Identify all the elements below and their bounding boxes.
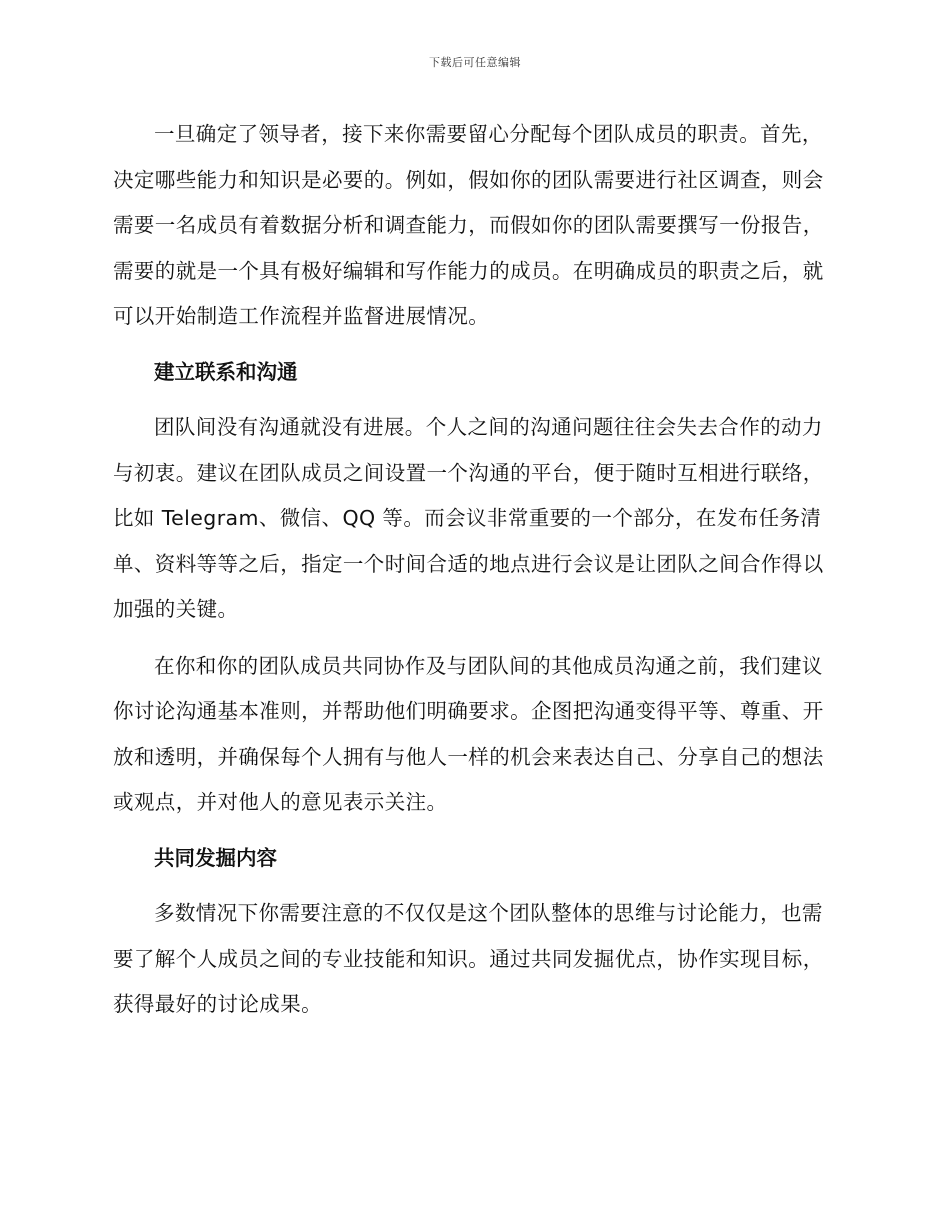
spacer: [113, 340, 833, 350]
paragraph-discovery: 多数情况下你需要注意的不仅仅是这个团队整体的思维与讨论能力，也需要了解个人成员之间的专业技能和知识。通过共同发掘优点，协作实现目标，获得最好的讨论成果。: [113, 901, 824, 1016]
spacer: [113, 633, 833, 644]
paragraph-ground-rules: 在你和你的团队成员共同协作及与团队间的其他成员沟通之前，我们建议你讨论沟通基本准则，并帮助他们明确要求。企图把沟通变得平等、尊重、开放和透明，并确保每个人拥有与他人一样的机会来表达自己、分享自己的想法或观点，并对他人的意见表示关注。: [113, 653, 824, 814]
spacer: [113, 881, 833, 891]
paragraph-responsibilities: 一旦确定了领导者，接下来你需要留心分配每个团队成员的职责。首先，决定哪些能力和知识是必要的。例如，假如你的团队需要进行社区调查，则会需要一名成员有着数据分析和调查能力，而假如你的团队需要撰写一份报告，需要的就是一个具有极好编辑和写作能力的成员。在明确成员的职责之后，就可以开始制造工作流程并监督进展情况。: [113, 122, 824, 328]
spacer: [113, 395, 833, 405]
header-note: 下载后可任意编辑: [429, 56, 521, 69]
section-heading-communication: 建立联系和沟通: [154, 359, 298, 384]
paragraph-communication: 团队间没有沟通就没有进展。个人之间的沟通问题往往会失去合作的动力与初衷。建议在团队成员之间设置一个沟通的平台，便于随时互相进行联络，比如 Telegram、微信、QQ 等。而会议非常重要的一个部分，在发布任务清单、资料等等之后，指定一个时间合适的地点进行会议是让团队之间合作得以加强的关键。: [113, 415, 824, 621]
section-heading-discovery: 共同发掘内容: [154, 845, 277, 870]
spacer: [113, 826, 833, 836]
document-body: [113, 112, 833, 1028]
